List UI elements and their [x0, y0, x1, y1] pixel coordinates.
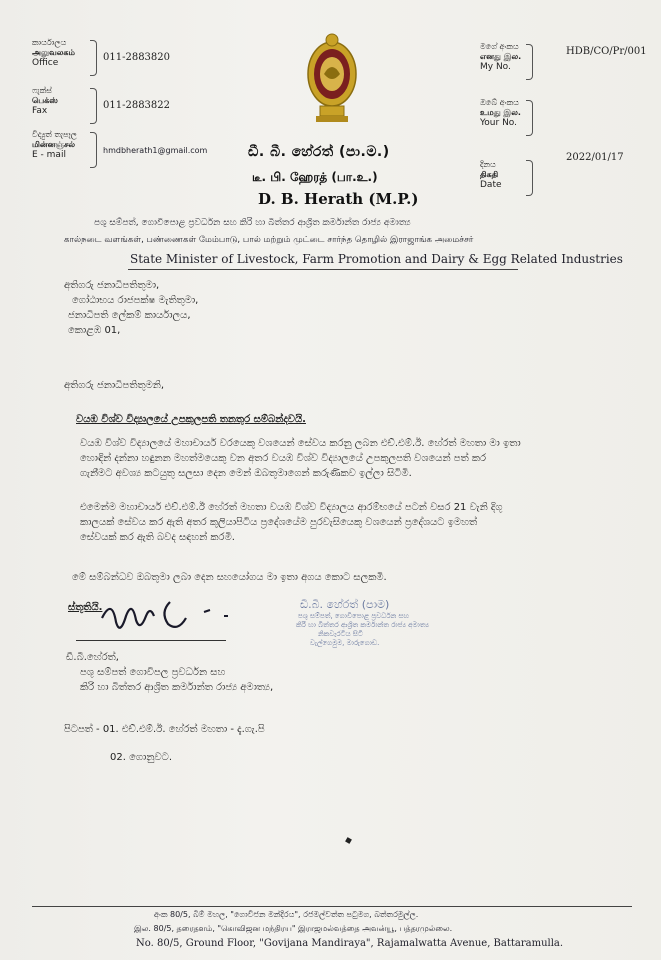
- closing-thanks: ස්තූතියි.: [68, 602, 103, 613]
- stamp-line-5: වැල්ගෙමුම, මාරුගොඩ.: [310, 639, 380, 647]
- email-brace: [90, 132, 97, 168]
- your-no-label-si: ඔබේ අංකය: [480, 98, 519, 107]
- ink-mark: [345, 837, 352, 844]
- recipient-block: [64, 278, 198, 338]
- fax-label-si: ෆැක්ස්: [32, 86, 52, 95]
- your-no-label: [480, 98, 521, 128]
- date-label: [480, 160, 502, 190]
- footer-address-tamil: இல. 80/5, தரைதளம், "கொவிஜன மந்திரய" இராஜமல்வத்தை அவன்யூ, பத்தரமுல்லை.: [134, 924, 453, 933]
- email-label-si: විද්‍යුත් තැපෑල: [32, 130, 77, 139]
- title-english: State Minister of Livestock, Farm Promotion and Dairy & Egg Related Industries: [130, 252, 623, 266]
- signatory-title-1: පශු සම්පත් ගොවිපල ප්‍රවර්ධන සහ: [80, 667, 226, 678]
- paragraph-1-line-3: ගැනීමට අවශ්‍ය කටයුතු සලසා දෙන මෙන් ඔබතුමාගෙන් කරුණිකව ඉල්ලා සිටිමි.: [80, 468, 412, 479]
- national-emblem-icon: [306, 30, 358, 130]
- recipient-line-2: ගෝඨාභය රාජපක්ෂ මැතිතුමා,: [72, 295, 199, 306]
- fax-label: [32, 86, 58, 116]
- title-tamil: கால்நடை வளங்கள், பண்ணைகள் மேம்பாடு, பால் மற்றும் முட்டை சார்ந்த தொழில் இராஜாங்க அமைச்சர்: [64, 235, 474, 245]
- name-english: D. B. Herath (M.P.): [258, 190, 419, 208]
- signatory-title-2: කිරි හා බිත්තර ආශ්‍රිත කර්මාන්ත රාජ්‍ය අමාත්‍ය,: [80, 682, 274, 693]
- handwritten-signature: [96, 590, 266, 650]
- name-sinhala: ඩී. බී. හේරත් (පා.ම.): [248, 144, 390, 160]
- office-phone: 011-2883820: [103, 52, 171, 63]
- stamp-line-2: පශු සම්පත්, ගොවිපොළ ප්‍රවර්ධන සහ: [298, 612, 410, 620]
- title-sinhala: පශු සම්පත්, ගොවිපොළ ප්‍රවර්ධන සහ කිරි හා බිත්තර ආශ්‍රිත කර්මාන්ත රාජ්‍ය අමාත්‍ය: [94, 218, 411, 228]
- date-brace: [526, 160, 533, 196]
- salutation: අතිගරු ජනාධිපතිතුමනි,: [64, 380, 165, 391]
- my-no-brace: [526, 44, 533, 80]
- footer-rule: [32, 906, 632, 907]
- fax-label-ta: பெக்ஸ்: [32, 96, 58, 105]
- date-label-si: දිනය: [480, 160, 496, 169]
- your-no-label-en: Your No.: [480, 118, 518, 128]
- fax-number: 011-2883822: [103, 100, 171, 111]
- your-no-label-ta: உமது இல.: [480, 108, 521, 117]
- name-tamil: டீ. பி. ஹேரத் (பா.உ.): [252, 170, 378, 184]
- copies-line-2: 02. ගොනුවට.: [110, 752, 173, 763]
- signature-rule: [76, 640, 226, 641]
- copies-line-1: පිටපත් - 01. එච්.එම්.ඊ. හේරත් මහතා - දැ.ගැ.පි: [64, 724, 265, 735]
- header-rule: [128, 269, 518, 270]
- my-no-value: HDB/CO/Pr/001: [566, 46, 647, 57]
- stamp-line-4: නිකවැරටිය සිටි: [318, 630, 363, 638]
- email-address: hmdbherath1@gmail.com: [103, 146, 208, 155]
- footer-address-sinhala: අංක 80/5, බිම් මහල, "ගොවිජන මන්දිරය", රජමල්වත්ත පටුමග, බත්තරමුල්ල.: [154, 910, 419, 919]
- paragraph-1-line-1: වයඹ විශ්ව විද්‍යාලයේ මහාචාර්ය වරයෙකු වශයෙන් සේවය කරනු ලබන එච්.එම්.ඊ. හේරත් මහතා මා ඉතා: [80, 438, 521, 449]
- recipient-line-4: කොළඹ 01,: [68, 325, 121, 336]
- paragraph-2: [80, 500, 640, 545]
- my-no-label: [480, 42, 521, 72]
- date-value: 2022/01/17: [566, 152, 624, 163]
- your-no-brace: [526, 100, 533, 136]
- footer-address-english: No. 80/5, Ground Floor, "Govijana Mandiraya", Rajamalwatta Avenue, Battaramulla.: [136, 938, 564, 949]
- email-label-ta: மின்னஞ்சல்: [32, 140, 76, 149]
- recipient-line-3: ජනාධිපති ලේකම් කාර්යාලය,: [68, 310, 191, 321]
- my-no-label-si: මගේ අංකය: [480, 42, 519, 51]
- office-label: [32, 38, 75, 68]
- email-label: [32, 130, 77, 160]
- paragraph-2-line-1: එමෙන්ම මහාචාර්ය එච්.එම්.ඊ හේරත් මහතා වයඹ විශ්ව විද්‍යාලය ආරම්භයේ පටන් වසර 21 වැනි දිගු: [80, 502, 503, 513]
- date-label-ta: திகதி: [480, 170, 499, 179]
- my-no-label-en: My No.: [480, 62, 511, 72]
- paragraph-1: [80, 436, 640, 481]
- my-no-label-ta: எனது இல.: [480, 52, 522, 61]
- office-label-si: කාර්යාලය: [32, 38, 67, 47]
- office-brace: [90, 40, 97, 76]
- subject-line: වයඹ විශ්ව විද්‍යාලයේ උපකුලපති තනතුර සම්බන්දවයි.: [76, 414, 306, 425]
- email-label-en: E - mail: [32, 150, 66, 160]
- fax-label-en: Fax: [32, 106, 48, 116]
- paragraph-2-line-3: සේවයක් කර ඇති බවද සඳහන් කරමි.: [80, 532, 235, 543]
- recipient-line-1: අතිගරු ජනාධිපතිතුමා,: [64, 280, 160, 291]
- stamp-line-1: ඩී.බී. හේරත් (පාම): [300, 598, 390, 611]
- fax-brace: [90, 88, 97, 124]
- signatory-block: [66, 650, 273, 695]
- paragraph-2-line-2: කාලයක් සේවය කර ඇති අතර කුලියාපිටිය ප්‍රදේශයේම පුරවැසියෙකු වශයෙන් ප්‍රදේශයට ඉමහත්: [80, 517, 478, 528]
- signatory-name: ඩී.බී.හේරත්,: [66, 652, 119, 663]
- stamp-line-3: කිරි හා බිත්තර ආශ්‍රිත කර්මාන්ත රාජ්‍ය අමාත්‍ය: [296, 621, 429, 629]
- official-stamp: [296, 598, 429, 648]
- office-label-ta: அலுவலகம்: [32, 48, 75, 57]
- office-label-en: Office: [32, 58, 59, 68]
- paragraph-1-line-2: හොඳින් දන්නා හඳුනන මහත්මයෙකු වන අතර වයඹ විශ්ව විද්‍යාලයේ උපකුලපති වශයෙන් පත් කර: [80, 453, 487, 464]
- date-label-en: Date: [480, 180, 502, 190]
- paragraph-3: මේ සම්බන්ධව ඔබතුමා ලබා දෙන සහයෝගය මා ඉතා අගය කොට සලකමි.: [72, 572, 387, 583]
